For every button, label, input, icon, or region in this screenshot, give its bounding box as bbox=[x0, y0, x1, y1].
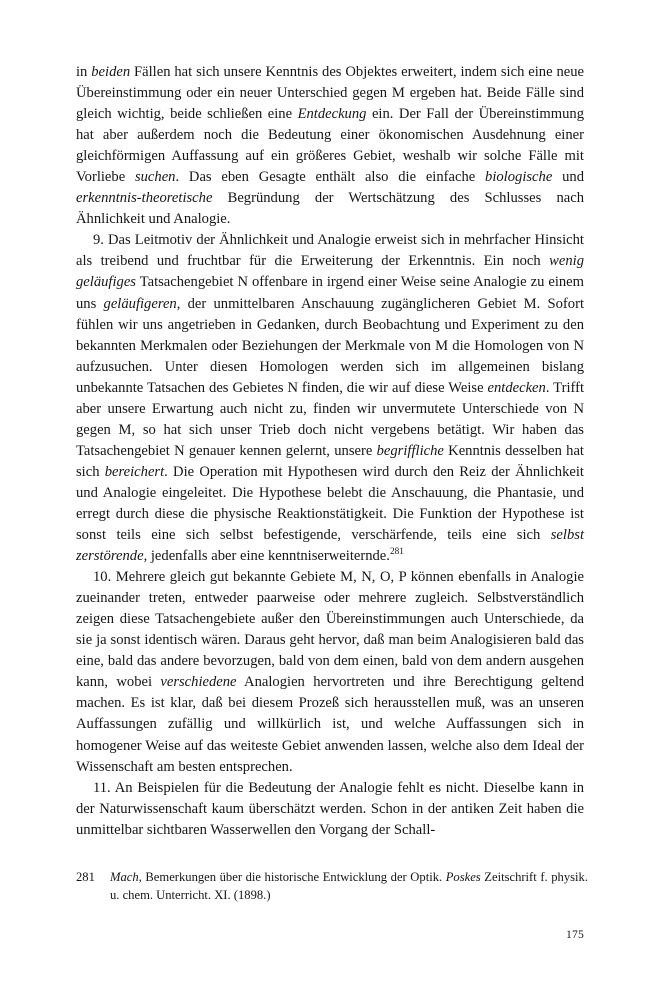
emphasis-text: begriffliche bbox=[376, 442, 444, 459]
emphasis-text: biologische bbox=[485, 169, 553, 186]
emphasis-text: Entdeckung bbox=[297, 106, 367, 123]
footnote-text bbox=[110, 868, 588, 905]
text-run: und bbox=[552, 169, 584, 186]
text-run: 9. Das Leitmotiv der Ähnlichkeit und Analogie erweist sich in mehrfacher Hinsicht als treibend und fruchtbar für die Erweiterung der Erkenntnis. Ein noch bbox=[76, 232, 584, 270]
text-run: Bemerkungen über die historische Entwicklung der Optik. bbox=[141, 870, 446, 884]
emphasis-text: wenig geläufiges bbox=[76, 253, 584, 291]
text-run: . Das eben Gesagte enthält also die einfache bbox=[175, 169, 486, 186]
text-run: Zeitschrift f. physik. u. chem. Unterricht. XI. (1898.) bbox=[110, 870, 588, 903]
text-run: Begründung der Wertschätzung des Schlusses nach Ähnlichkeit und Analogie. bbox=[76, 190, 584, 228]
text-run: ein. Der Fall der Übereinstimmung hat aber außerdem noch die Bedeutung einer ökonomischen Ausdehnung einer gleichförmigen Auffassung auf ein größeres Gebiet, weshalb wir solche Fälle mit Vorliebe bbox=[76, 106, 584, 186]
text-run: Kenntnis desselben hat sich bbox=[76, 442, 584, 480]
text-run: Fällen hat sich unsere Kenntnis des Objektes erweitert, indem sich eine neue Übereinstimmung oder ein neuer Unterschied gegen M ergeben hat. Beide Fälle sind gleich wichtig, beide schließen eine bbox=[76, 64, 584, 123]
footnote-block bbox=[76, 868, 588, 905]
emphasis-text: bereichert bbox=[104, 463, 165, 480]
emphasis-text: selbst zerstörende bbox=[76, 527, 584, 565]
emphasis-text: entdecken bbox=[487, 379, 546, 396]
footnote-number: 281 bbox=[76, 870, 95, 884]
text-run: , jedenfalls aber eine kenntniserweiternde. bbox=[143, 548, 390, 565]
paragraph-para-continued bbox=[76, 62, 584, 230]
text-run: , der unmittelbaren Anschauung zugänglicheren Gebiet M. Sofort fühlen wir uns angetrieben in Gedanken, durch Beobachtung und Experiment zu den bekannten Merkmalen oder Beziehungen der Merkmale von M die Homologen von N aufzusuchen. Unter diesen Homologen werden sich im allgemeinen bislang unbekannte Tatsachen des Gebietes N finden, die wir auf diese Weise bbox=[76, 295, 585, 396]
emphasis-text: geläufigeren bbox=[103, 295, 177, 312]
emphasis-text: Poskes bbox=[445, 870, 481, 884]
text-run: 10. Mehrere gleich gut bekannte Gebiete M, N, O, P können ebenfalls in Analogie zueinander treten, entweder paarweise oder mehrere zugleich. Selbstverständlich zeigen diese Tatsachengebiete außer den Übereinstimmungen auch Unterschiede, da sie ja sonst identisch wären. Daraus geht hervor, daß man beim Analogisieren bald das eine, bald das andere bevorzugen, bald von dem einen, bald von dem andern ausgehen kann, wobei bbox=[76, 569, 584, 691]
footnote-entry bbox=[76, 868, 588, 905]
footnote-reference[interactable]: 281 bbox=[389, 547, 404, 558]
text-run: in bbox=[76, 64, 92, 80]
body-text-column bbox=[76, 62, 584, 841]
text-run: . Trifft aber unsere Erwartung auch nicht zu, finden wir unvermutete Unterschiede von N gegen M, so hat sich unser Trieb doch nicht vergebens betätigt. Wir haben das Tatsachengebiet N genauer kennen gelernt, unsere bbox=[76, 379, 585, 459]
emphasis-text: verschiedene bbox=[160, 674, 237, 691]
text-run: . Die Operation mit Hypothesen wird durch den Reiz der Ähnlichkeit und Analogie eingeleitet. Die Hypothese belebt die Anschauung, die Phantasie, und erregt durch diese die physische Reaktionstätigkeit. Die Funktion der Hypothese ist sonst teils eine sich selbst befestigende, verschärfende, teils eine sich bbox=[76, 463, 584, 544]
text-run: Analogien hervortreten und ihre Berechtigung geltend machen. Es ist klar, daß bei diesem Prozeß sich herausstellen muß, was an unseren Auffassungen zufällig und willkürlich ist, und welche Auffassungen sich in homogener Weise auf das weiteste Gebiet anwenden lassen, welche also dem Ideal der Wissenschaft am besten entsprechen. bbox=[76, 674, 584, 775]
text-run: 11. An Beispielen für die Bedeutung der Analogie fehlt es nicht. Dieselbe kann in der Naturwissenschaft kaum überschätzt werden. Schon in der antiken Zeit haben die unmittelbar sichtbaren Wasserwellen den Vorgang der Schall- bbox=[76, 779, 584, 838]
paragraph-para-9 bbox=[76, 230, 584, 567]
emphasis-text: Mach, bbox=[110, 870, 142, 884]
page-number: 175 bbox=[566, 928, 584, 941]
paragraph-para-10 bbox=[76, 567, 584, 777]
emphasis-text: beiden bbox=[91, 64, 131, 80]
emphasis-text: erkenntnis-theoretische bbox=[76, 190, 213, 207]
text-run: Tatsachengebiet N offenbare in irgend einer Weise seine Analogie zu einem uns bbox=[76, 274, 584, 312]
emphasis-text: suchen bbox=[134, 169, 176, 186]
paragraph-para-11 bbox=[76, 778, 584, 841]
